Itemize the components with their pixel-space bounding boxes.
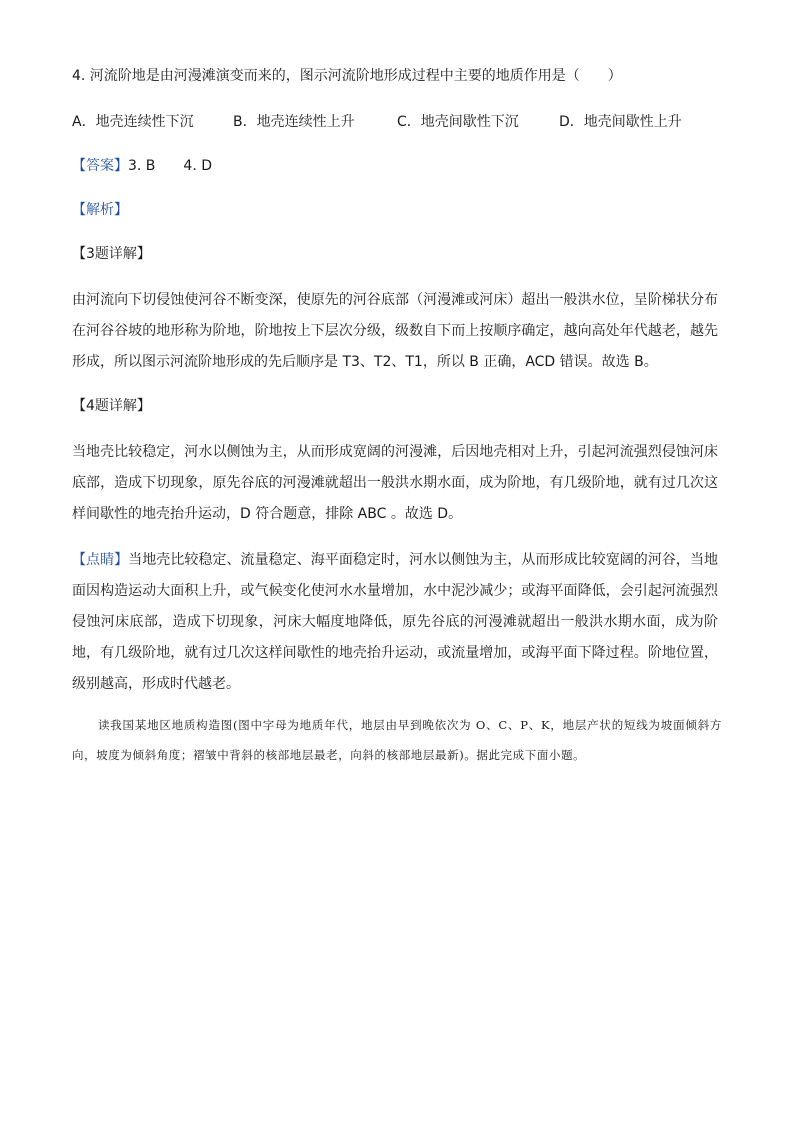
option-d: D．地壳间歇性上升 — [559, 114, 682, 130]
tip-label: 【点睛】 — [72, 552, 129, 568]
detail-4-text: 当地壳比较稳定，河水以侧蚀为主，从而形成宽阔的河漫滩，后因地壳相对上升，引起河流强烈侵蚀河床底部，造成下切现象，原先谷底的河漫滩就超出一般洪水期水面，成为阶地，有几级阶地，就有过几次这样间歇性的地壳抬升运动，D 符合题意，排除 ABC 。故选 D。 — [72, 444, 718, 522]
detail-3-text: 由河流向下切侵蚀使河谷不断变深，使原先的河谷底部（河漫滩或河床）超出一般洪水位，呈阶梯状分布在河谷谷坡的地形称为阶地，阶地按上下层次分级，级数自下而上按顺序确定，越向高处年代越老，越先形成，所以图示河流阶地形成的先后顺序是 T3、T2、T1，所以 B 正确，ACD 错误。故选 B。 — [72, 292, 718, 370]
tip-paragraph — [72, 545, 718, 700]
question-4-options — [72, 112, 712, 132]
answer-label: 【答案】 — [72, 158, 128, 174]
analysis-label: 【解析】 — [72, 202, 128, 218]
answer-value: 3. B 4. D — [128, 158, 212, 174]
option-b: B．地壳连续性上升 — [233, 114, 355, 130]
detail-3-label: 【3题详解】 — [72, 246, 151, 262]
option-a: A．地壳连续性下沉 — [72, 114, 194, 130]
option-c: C．地壳间歇性下沉 — [397, 114, 519, 130]
question-4-stem: 4. 河流阶地是由河漫滩演变而来的，图示河流阶地形成过程中主要的地质作用是（ ） — [72, 68, 622, 84]
detail-4-label: 【4题详解】 — [72, 398, 151, 414]
tip-text: 当地壳比较稳定、流量稳定、海平面稳定时，河水以侧蚀为主，从而形成比较宽阔的河谷，当地面因构造运动大面积上升，或气候变化使河水水量增加，水中泥沙减少；或海平面降低，会引起河流强烈侵蚀河床底部，造成下切现象，河床大幅度地降低，原先谷底的河漫滩就超出一般洪水期水面，成为阶地，有几级阶地，就有过几次这样间歇性的地壳抬升运动，或流量增加，或海平面下降过程。阶地位置，级别越高，形成时代越老。 — [72, 552, 719, 692]
answer-line — [72, 156, 212, 176]
reading-note: 读我国某地区地质构造图(图中字母为地质年代，地层由早到晚依次为 O、C、P、K，地层产状的短线为坡面倾斜方向，坡度为倾斜角度；褶皱中背斜的核部地层最老，向斜的核部地层最新)。据此完成下面小题。 — [72, 718, 722, 762]
